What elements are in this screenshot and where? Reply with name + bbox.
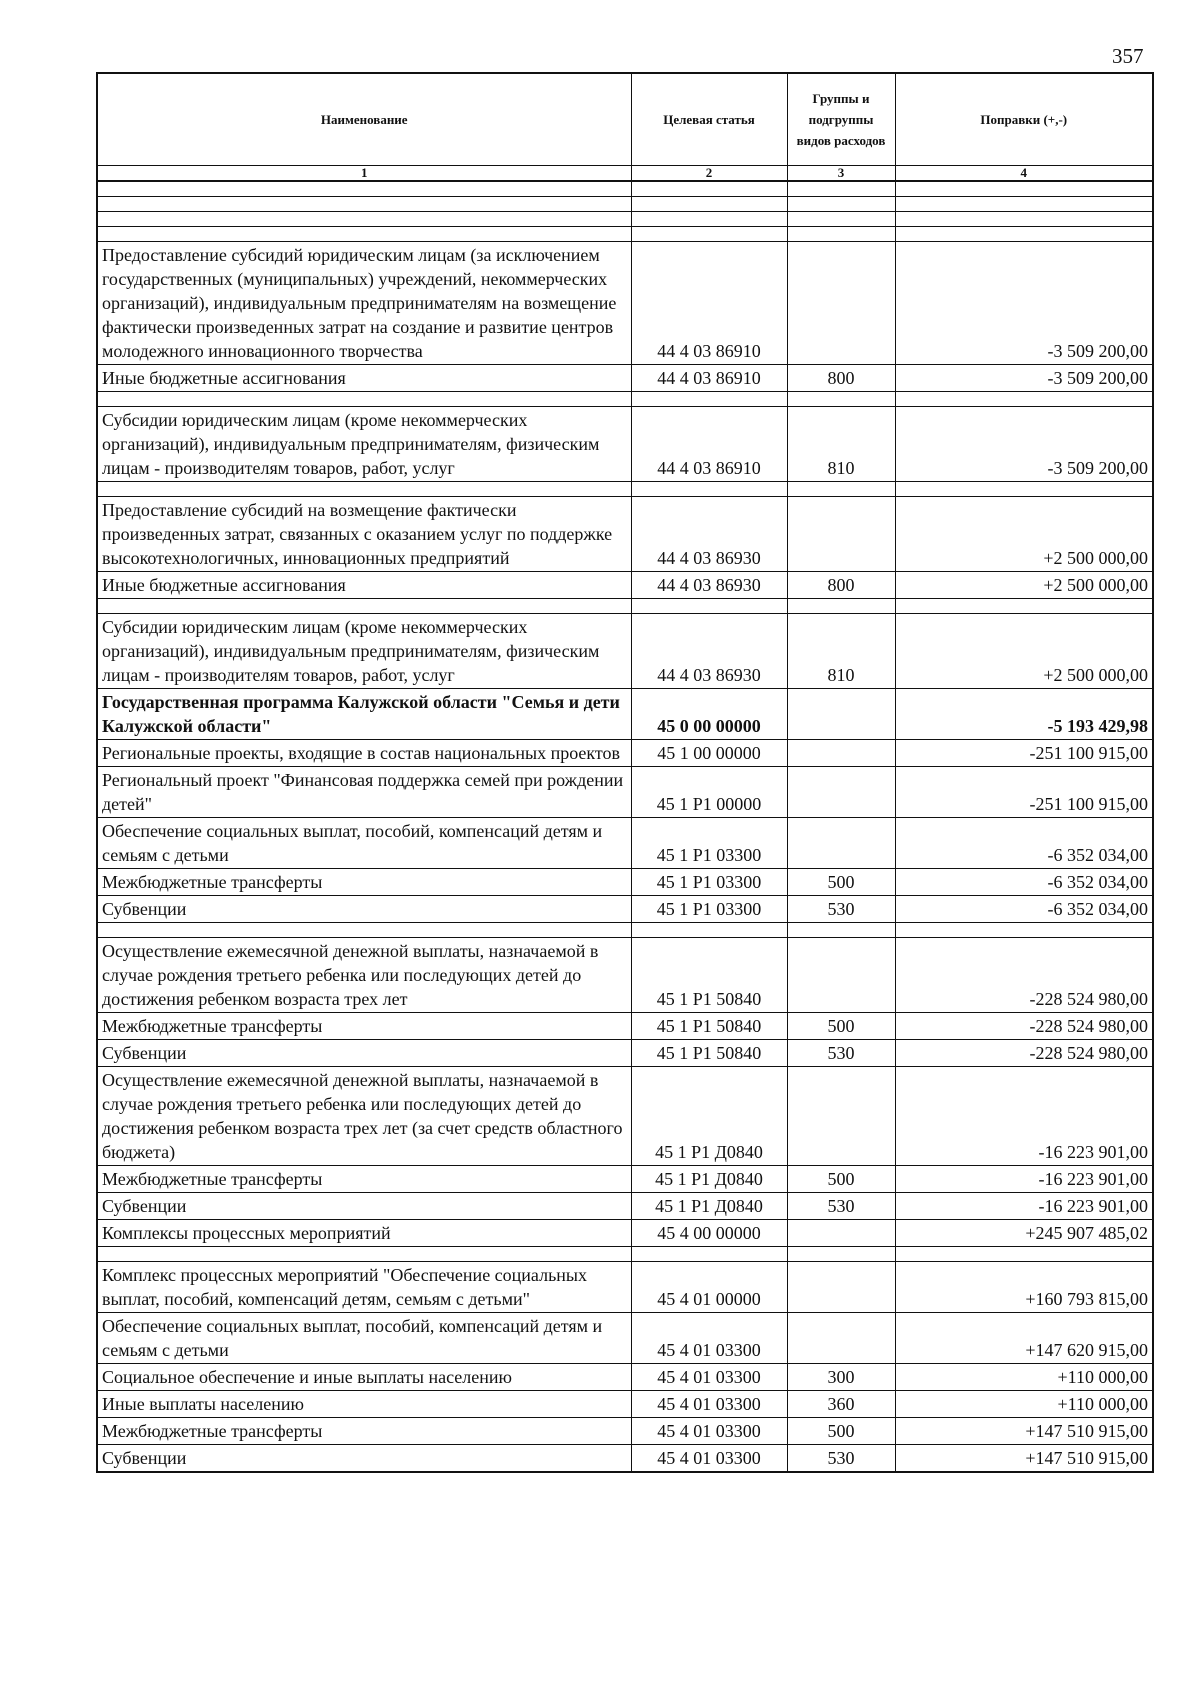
- cell-expense-group: [787, 1312, 895, 1363]
- cell-name: Комплексы процессных мероприятий: [97, 1219, 631, 1246]
- cell-expense-group: 530: [787, 1039, 895, 1066]
- table-row: [97, 496, 1153, 571]
- cell-amendment: -6 352 034,00: [895, 868, 1153, 895]
- table-row: [97, 364, 1153, 391]
- header-number-1: 1: [97, 165, 631, 181]
- cell-amendment: +110 000,00: [895, 1363, 1153, 1390]
- spacer-cell: [631, 226, 787, 241]
- cell-amendment: -6 352 034,00: [895, 817, 1153, 868]
- spacer-cell: [631, 211, 787, 226]
- cell-amendment: -3 509 200,00: [895, 364, 1153, 391]
- cell-amendment: -228 524 980,00: [895, 1039, 1153, 1066]
- table-row: [97, 1363, 1153, 1390]
- spacer-cell: [631, 481, 787, 496]
- cell-target-article: 45 4 01 03300: [631, 1417, 787, 1444]
- spacer-row: [97, 391, 1153, 406]
- cell-expense-group: 810: [787, 406, 895, 481]
- spacer-cell: [631, 181, 787, 197]
- cell-name: Иные бюджетные ассигнования: [97, 571, 631, 598]
- cell-expense-group: 500: [787, 1165, 895, 1192]
- cell-amendment: -3 509 200,00: [895, 241, 1153, 364]
- cell-name: Субвенции: [97, 1039, 631, 1066]
- spacer-row: [97, 226, 1153, 241]
- spacer-cell: [895, 211, 1153, 226]
- cell-target-article: 45 4 01 03300: [631, 1363, 787, 1390]
- cell-amendment: -3 509 200,00: [895, 406, 1153, 481]
- cell-expense-group: [787, 1219, 895, 1246]
- spacer-cell: [787, 211, 895, 226]
- spacer-cell: [97, 598, 631, 613]
- cell-expense-group: [787, 1261, 895, 1312]
- cell-target-article: 45 0 00 00000: [631, 688, 787, 739]
- cell-expense-group: [787, 496, 895, 571]
- cell-expense-group: 810: [787, 613, 895, 688]
- cell-expense-group: [787, 937, 895, 1012]
- spacer-cell: [97, 391, 631, 406]
- table-body: [97, 181, 1153, 1472]
- spacer-cell: [895, 181, 1153, 197]
- cell-amendment: -5 193 429,98: [895, 688, 1153, 739]
- cell-name: Межбюджетные трансферты: [97, 1417, 631, 1444]
- cell-expense-group: 300: [787, 1363, 895, 1390]
- cell-target-article: 45 4 01 03300: [631, 1390, 787, 1417]
- cell-target-article: 45 1 P1 Д0840: [631, 1066, 787, 1165]
- spacer-row: [97, 598, 1153, 613]
- cell-expense-group: 360: [787, 1390, 895, 1417]
- cell-expense-group: 800: [787, 571, 895, 598]
- table-row: [97, 766, 1153, 817]
- cell-target-article: 44 4 03 86930: [631, 571, 787, 598]
- cell-name: Региональные проекты, входящие в состав национальных проектов: [97, 739, 631, 766]
- cell-expense-group: [787, 241, 895, 364]
- cell-expense-group: 530: [787, 895, 895, 922]
- cell-expense-group: 530: [787, 1444, 895, 1472]
- table-row: [97, 868, 1153, 895]
- table-row: [97, 739, 1153, 766]
- table-row: [97, 688, 1153, 739]
- header-target-article: Целевая статья: [631, 73, 787, 165]
- header-number-4: 4: [895, 165, 1153, 181]
- cell-name: Субсидии юридическим лицам (кроме некоммерческих организаций), индивидуальным предпринимателям, физическим лицам - производителям товаров, работ, услуг: [97, 613, 631, 688]
- cell-name: Субвенции: [97, 1192, 631, 1219]
- cell-target-article: 45 1 P1 50840: [631, 1039, 787, 1066]
- cell-expense-group: 530: [787, 1192, 895, 1219]
- cell-name: Региональный проект "Финансовая поддержка семей при рождении детей": [97, 766, 631, 817]
- table-row: [97, 571, 1153, 598]
- cell-name: Комплекс процессных мероприятий "Обеспечение социальных выплат, пособий, компенсаций детям, семьям с детьми": [97, 1261, 631, 1312]
- cell-amendment: +2 500 000,00: [895, 571, 1153, 598]
- table-row: [97, 241, 1153, 364]
- table-row: [97, 1444, 1153, 1472]
- table-row: [97, 1012, 1153, 1039]
- cell-name: Субвенции: [97, 895, 631, 922]
- spacer-cell: [97, 481, 631, 496]
- cell-expense-group: 500: [787, 1012, 895, 1039]
- cell-name: Обеспечение социальных выплат, пособий, компенсаций детям и семьям с детьми: [97, 1312, 631, 1363]
- cell-name: Осуществление ежемесячной денежной выплаты, назначаемой в случае рождения третьего ребенка или последующих детей до достижения ребенком возраста трех лет (за счет средств областного бюджета): [97, 1066, 631, 1165]
- header-amendments: Поправки (+,-): [895, 73, 1153, 165]
- cell-target-article: 45 1 00 00000: [631, 739, 787, 766]
- cell-name: Межбюджетные трансферты: [97, 868, 631, 895]
- cell-target-article: 45 1 P1 03300: [631, 895, 787, 922]
- spacer-row: [97, 196, 1153, 211]
- cell-amendment: -251 100 915,00: [895, 766, 1153, 817]
- cell-amendment: -16 223 901,00: [895, 1165, 1153, 1192]
- cell-amendment: +160 793 815,00: [895, 1261, 1153, 1312]
- cell-name: Субвенции: [97, 1444, 631, 1472]
- cell-amendment: -251 100 915,00: [895, 739, 1153, 766]
- cell-amendment: -228 524 980,00: [895, 1012, 1153, 1039]
- cell-amendment: +2 500 000,00: [895, 496, 1153, 571]
- cell-target-article: 45 1 P1 50840: [631, 937, 787, 1012]
- header-numbers-row: [97, 165, 1153, 181]
- spacer-cell: [895, 196, 1153, 211]
- spacer-cell: [97, 226, 631, 241]
- header-expense-groups: Группы и подгруппы видов расходов: [787, 73, 895, 165]
- cell-target-article: 45 4 01 00000: [631, 1261, 787, 1312]
- spacer-cell: [787, 922, 895, 937]
- table-row: [97, 406, 1153, 481]
- cell-name: Предоставление субсидий на возмещение фактически произведенных затрат, связанных с оказанием услуг по поддержке высокотехнологичных, инновационных предприятий: [97, 496, 631, 571]
- spacer-cell: [97, 1246, 631, 1261]
- cell-amendment: -228 524 980,00: [895, 937, 1153, 1012]
- header-name: Наименование: [97, 73, 631, 165]
- cell-target-article: 44 4 03 86910: [631, 406, 787, 481]
- cell-target-article: 45 4 01 03300: [631, 1312, 787, 1363]
- cell-amendment: +2 500 000,00: [895, 613, 1153, 688]
- spacer-row: [97, 922, 1153, 937]
- table-row: [97, 1165, 1153, 1192]
- spacer-cell: [787, 598, 895, 613]
- cell-name: Межбюджетные трансферты: [97, 1012, 631, 1039]
- spacer-cell: [787, 181, 895, 197]
- cell-name: Иные бюджетные ассигнования: [97, 364, 631, 391]
- cell-name: Межбюджетные трансферты: [97, 1165, 631, 1192]
- cell-amendment: +147 620 915,00: [895, 1312, 1153, 1363]
- spacer-cell: [787, 481, 895, 496]
- spacer-cell: [895, 481, 1153, 496]
- spacer-cell: [631, 1246, 787, 1261]
- cell-target-article: 45 1 P1 00000: [631, 766, 787, 817]
- cell-target-article: 45 4 00 00000: [631, 1219, 787, 1246]
- table-row: [97, 895, 1153, 922]
- spacer-cell: [787, 391, 895, 406]
- cell-expense-group: 800: [787, 364, 895, 391]
- cell-amendment: -16 223 901,00: [895, 1192, 1153, 1219]
- cell-amendment: -6 352 034,00: [895, 895, 1153, 922]
- cell-target-article: 45 1 P1 Д0840: [631, 1165, 787, 1192]
- spacer-cell: [895, 391, 1153, 406]
- header-number-2: 2: [631, 165, 787, 181]
- cell-target-article: 45 1 P1 03300: [631, 817, 787, 868]
- cell-name: Обеспечение социальных выплат, пособий, компенсаций детям и семьям с детьми: [97, 817, 631, 868]
- page-number: 357: [1112, 44, 1144, 68]
- cell-expense-group: 500: [787, 1417, 895, 1444]
- cell-target-article: 45 1 P1 50840: [631, 1012, 787, 1039]
- spacer-cell: [787, 1246, 895, 1261]
- cell-amendment: -16 223 901,00: [895, 1066, 1153, 1165]
- spacer-cell: [895, 598, 1153, 613]
- table-row: [97, 937, 1153, 1012]
- cell-expense-group: [787, 1066, 895, 1165]
- table-row: [97, 613, 1153, 688]
- table-row: [97, 1219, 1153, 1246]
- cell-amendment: +245 907 485,02: [895, 1219, 1153, 1246]
- spacer-cell: [895, 922, 1153, 937]
- budget-table-container: [96, 72, 1152, 1473]
- cell-name: Предоставление субсидий юридическим лицам (за исключением государственных (муниципальных) учреждений, некоммерческих организаций), индивидуальным предпринимателям на возмещение фактически произведенных затрат на создание и развитие центров молодежного инновационного творчества: [97, 241, 631, 364]
- spacer-row: [97, 181, 1153, 197]
- spacer-cell: [631, 598, 787, 613]
- cell-amendment: +110 000,00: [895, 1390, 1153, 1417]
- spacer-cell: [97, 211, 631, 226]
- cell-name: Иные выплаты населению: [97, 1390, 631, 1417]
- cell-target-article: 45 1 P1 Д0840: [631, 1192, 787, 1219]
- cell-target-article: 45 4 01 03300: [631, 1444, 787, 1472]
- cell-name: Государственная программа Калужской области "Семья и дети Калужской области": [97, 688, 631, 739]
- cell-amendment: +147 510 915,00: [895, 1444, 1153, 1472]
- budget-amendments-table: [96, 72, 1154, 1473]
- spacer-cell: [97, 196, 631, 211]
- cell-target-article: 44 4 03 86910: [631, 364, 787, 391]
- spacer-cell: [787, 226, 895, 241]
- spacer-cell: [631, 922, 787, 937]
- table-row: [97, 1261, 1153, 1312]
- cell-name: Социальное обеспечение и иные выплаты населению: [97, 1363, 631, 1390]
- table-row: [97, 1390, 1153, 1417]
- table-row: [97, 1192, 1153, 1219]
- cell-expense-group: [787, 766, 895, 817]
- cell-expense-group: 500: [787, 868, 895, 895]
- spacer-cell: [631, 196, 787, 211]
- cell-expense-group: [787, 688, 895, 739]
- spacer-cell: [97, 181, 631, 197]
- cell-target-article: 44 4 03 86930: [631, 496, 787, 571]
- spacer-row: [97, 1246, 1153, 1261]
- table-row: [97, 1039, 1153, 1066]
- table-row: [97, 817, 1153, 868]
- header-number-3: 3: [787, 165, 895, 181]
- table-row: [97, 1312, 1153, 1363]
- spacer-row: [97, 211, 1153, 226]
- cell-expense-group: [787, 817, 895, 868]
- header-row: [97, 73, 1153, 165]
- cell-target-article: 44 4 03 86930: [631, 613, 787, 688]
- cell-name: Субсидии юридическим лицам (кроме некоммерческих организаций), индивидуальным предпринимателям, физическим лицам - производителям товаров, работ, услуг: [97, 406, 631, 481]
- spacer-cell: [787, 196, 895, 211]
- cell-name: Осуществление ежемесячной денежной выплаты, назначаемой в случае рождения третьего ребенка или последующих детей до достижения ребенком возраста трех лет: [97, 937, 631, 1012]
- spacer-cell: [97, 922, 631, 937]
- spacer-cell: [895, 226, 1153, 241]
- table-row: [97, 1066, 1153, 1165]
- spacer-row: [97, 481, 1153, 496]
- cell-target-article: 44 4 03 86910: [631, 241, 787, 364]
- cell-amendment: +147 510 915,00: [895, 1417, 1153, 1444]
- cell-expense-group: [787, 739, 895, 766]
- table-row: [97, 1417, 1153, 1444]
- table-header: [97, 73, 1153, 181]
- cell-target-article: 45 1 P1 03300: [631, 868, 787, 895]
- spacer-cell: [631, 391, 787, 406]
- spacer-cell: [895, 1246, 1153, 1261]
